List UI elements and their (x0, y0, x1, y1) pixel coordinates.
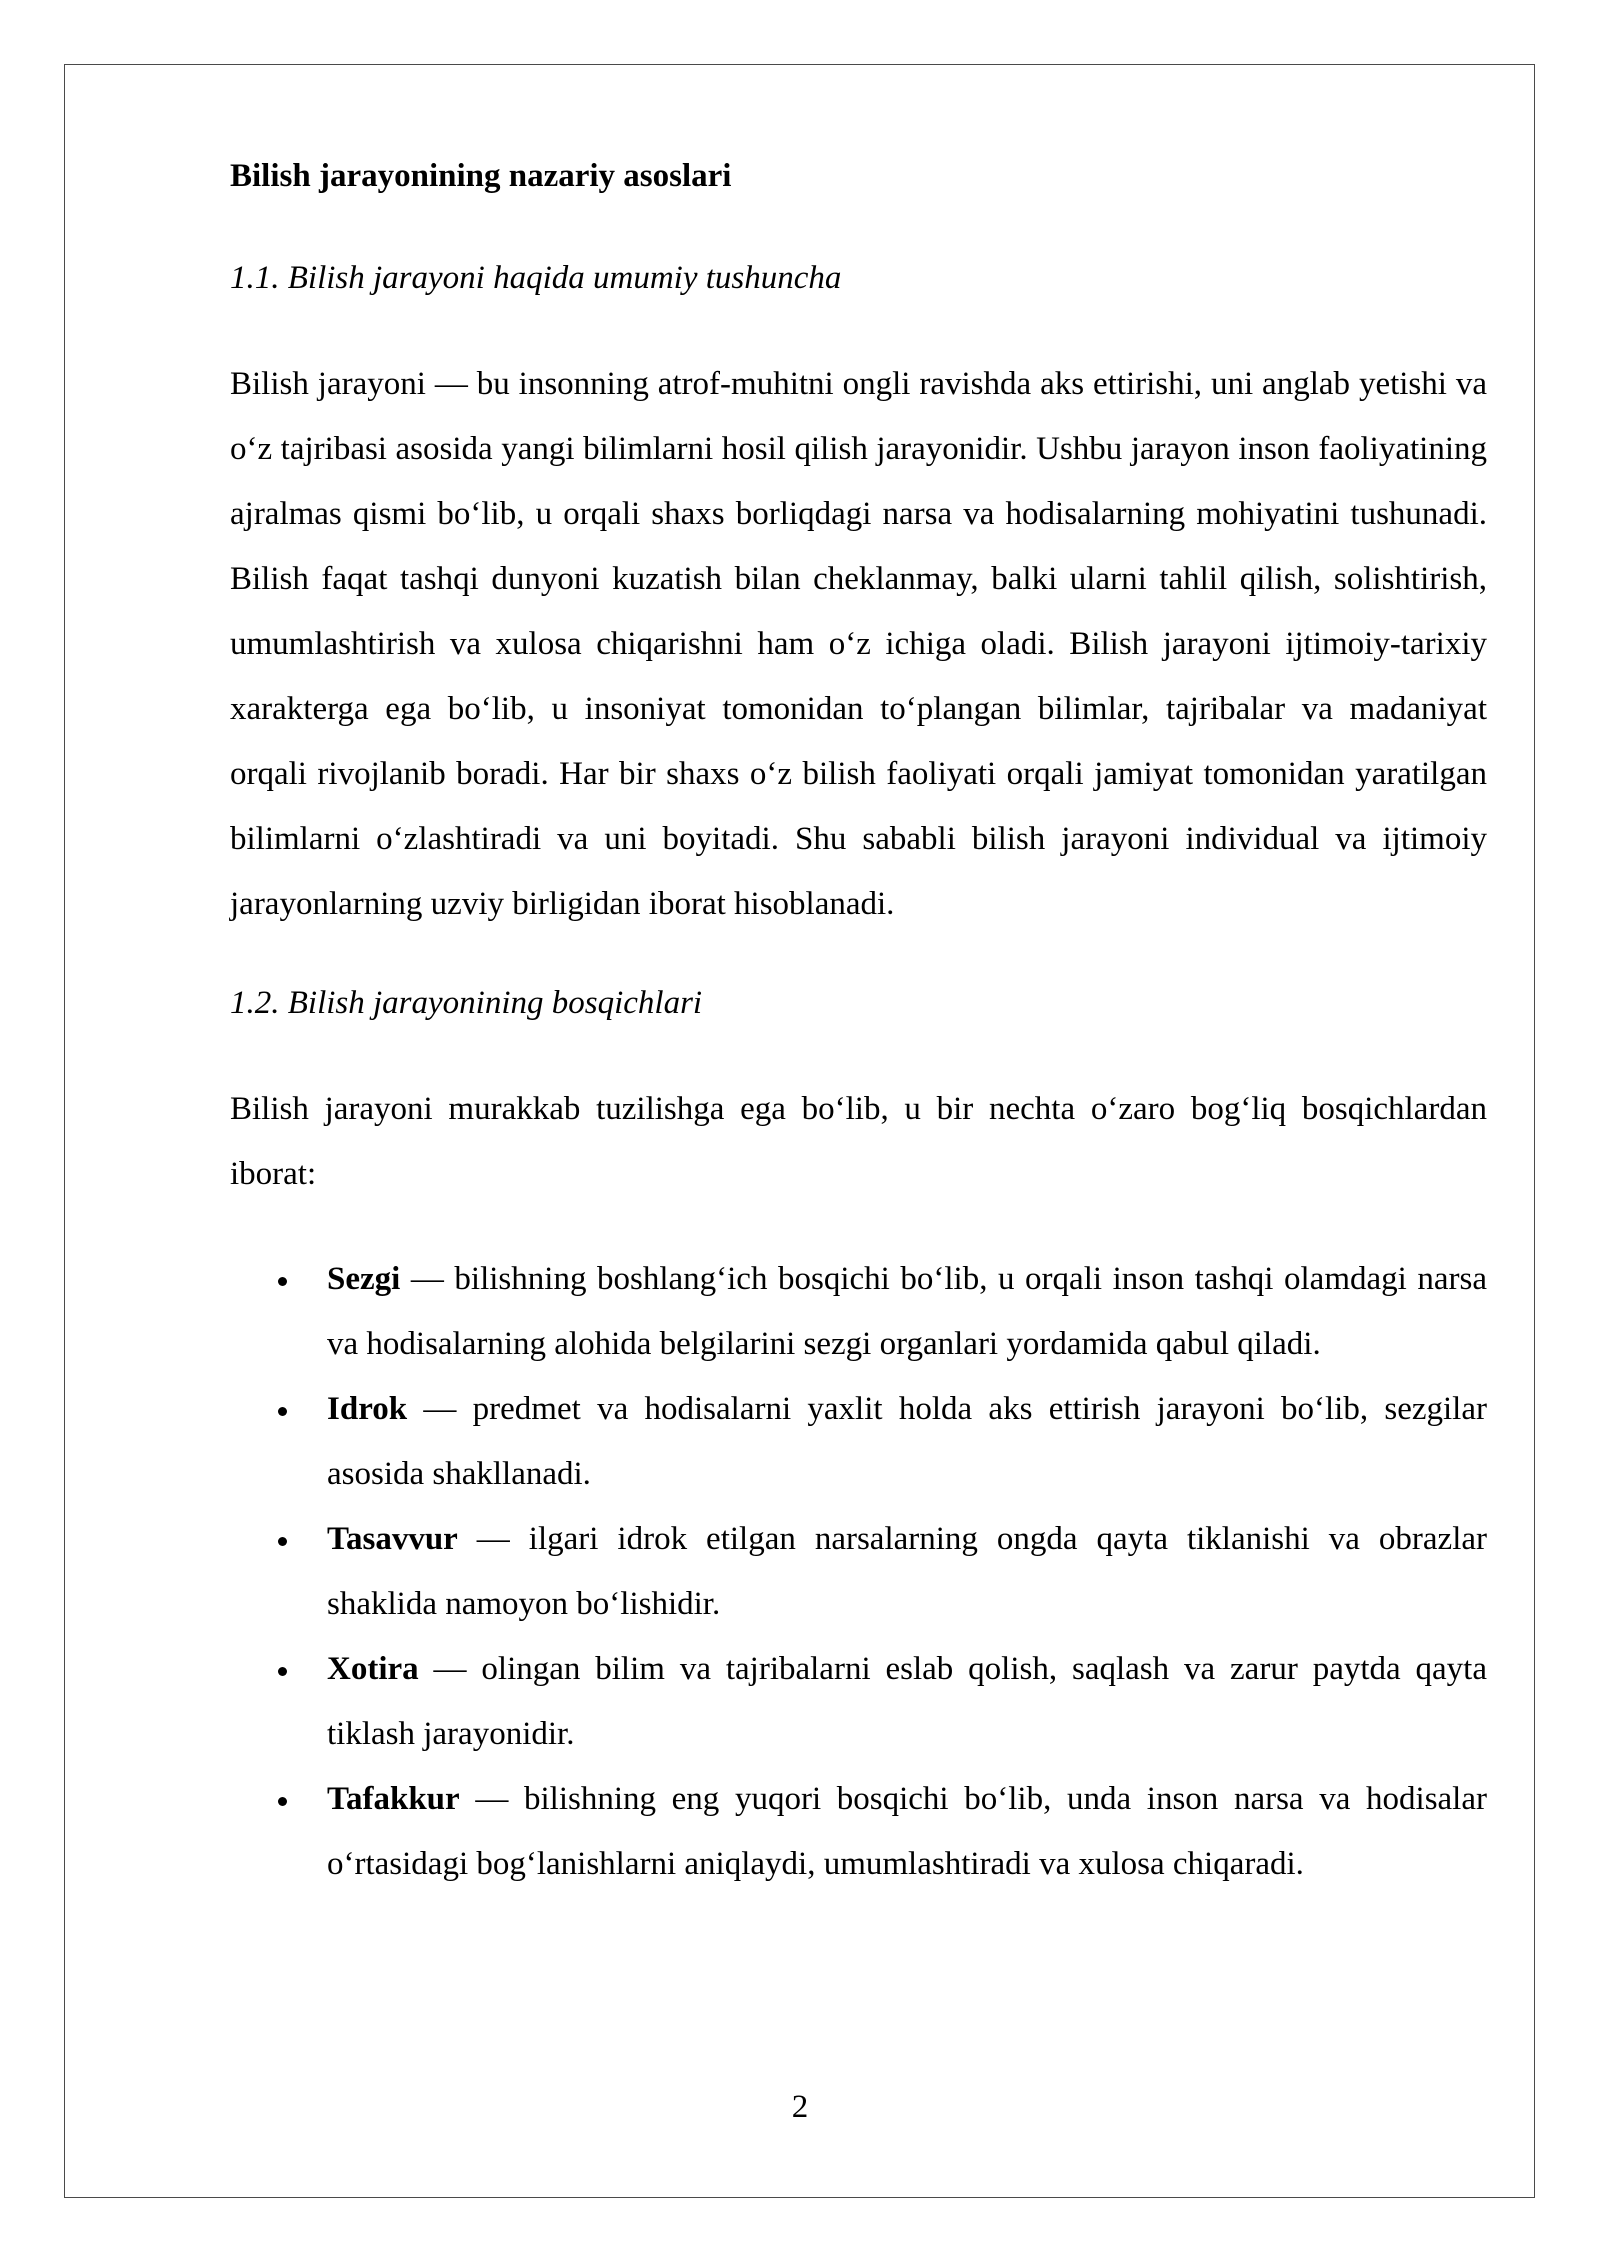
term-tasavvur: Tasavvur (327, 1521, 458, 1557)
term-description: — olingan bilim va tajribalarni eslab qolish, saqlash va zarur paytda qayta tiklash jarayonidir. (327, 1651, 1487, 1752)
bullet-icon (278, 1667, 287, 1676)
bullet-icon (278, 1277, 287, 1286)
term-tafakkur: Tafakkur (327, 1781, 460, 1817)
list-item-xotira (230, 1637, 1487, 1767)
list-item-sezgi (230, 1247, 1487, 1377)
term-description: — bilishning boshlangʻich bosqichi boʻlib, u orqali inson tashqi olamdagi narsa va hodisalarning alohida belgilarini sezgi organlari yordamida qabul qiladi. (327, 1261, 1487, 1362)
section-title-1-2: 1.2. Bilish jarayonining bosqichlari (230, 985, 703, 1021)
bullet-icon (278, 1537, 287, 1546)
page-number: 2 (791, 2089, 809, 2125)
list-item-tafakkur (230, 1767, 1487, 1897)
section-paragraph-1-2: Bilish jarayoni murakkab tuzilishga ega boʻlib, u bir nechta oʻzaro bogʻliq bosqichlardan iborat: (230, 1091, 1487, 1192)
term-description: — bilishning eng yuqori bosqichi boʻlib, unda inson narsa va hodisalar oʻrtasidagi bogʻlanishlarni aniqlaydi, umumlashtiradi va xulosa chiqaradi. (327, 1781, 1487, 1882)
section-title-1-1: 1.1. Bilish jarayoni haqida umumiy tushuncha (230, 260, 842, 296)
list-item-idrok (230, 1377, 1487, 1507)
term-idrok: Idrok (327, 1391, 408, 1427)
term-description: — predmet va hodisalarni yaxlit holda aks ettirish jarayoni boʻlib, sezgilar asosida shakllanadi. (327, 1391, 1487, 1492)
list-item-tasavvur (230, 1507, 1487, 1637)
bullet-icon (278, 1407, 287, 1416)
term-description: — ilgari idrok etilgan narsalarning ongda qayta tiklanishi va obrazlar shaklida namoyon boʻlishidir. (327, 1521, 1487, 1622)
stages-list (230, 1247, 1487, 1897)
bullet-icon (278, 1797, 287, 1806)
document-body (230, 148, 1487, 1897)
term-xotira: Xotira (327, 1651, 419, 1687)
section-paragraph-1-1: Bilish jarayoni — bu insonning atrof-muhitni ongli ravishda aks ettirishi, uni anglab yetishi va oʻz tajribasi asosida yangi bilimlarni hosil qilish jarayonidir. Ushbu jarayon inson faoliyatining ajralmas qismi boʻlib, u orqali shaxs borliqdagi narsa va hodisalarning mohiyatini tushunadi. Bilish faqat tashqi dunyoni kuzatish bilan cheklanmay, balki ularni tahlil qilish, solishtirish, umumlashtirish va xulosa chiqarishni ham oʻz ichiga oladi. Bilish jarayoni ijtimoiy-tarixiy xarakterga ega boʻlib, u insoniyat tomonidan toʻplangan bilimlar, tajribalar va madaniyat orqali rivojlanib boradi. Har bir shaxs oʻz bilish faoliyati orqali jamiyat tomonidan yaratilgan bilimlarni oʻzlashtiradi va uni boyitadi. Shu sababli bilish jarayoni individual va ijtimoiy jarayonlarning uzviy birligidan iborat hisoblanadi. (230, 366, 1487, 922)
chapter-title: Bilish jarayonining nazariy asoslari (230, 158, 732, 194)
term-sezgi: Sezgi (327, 1261, 401, 1297)
